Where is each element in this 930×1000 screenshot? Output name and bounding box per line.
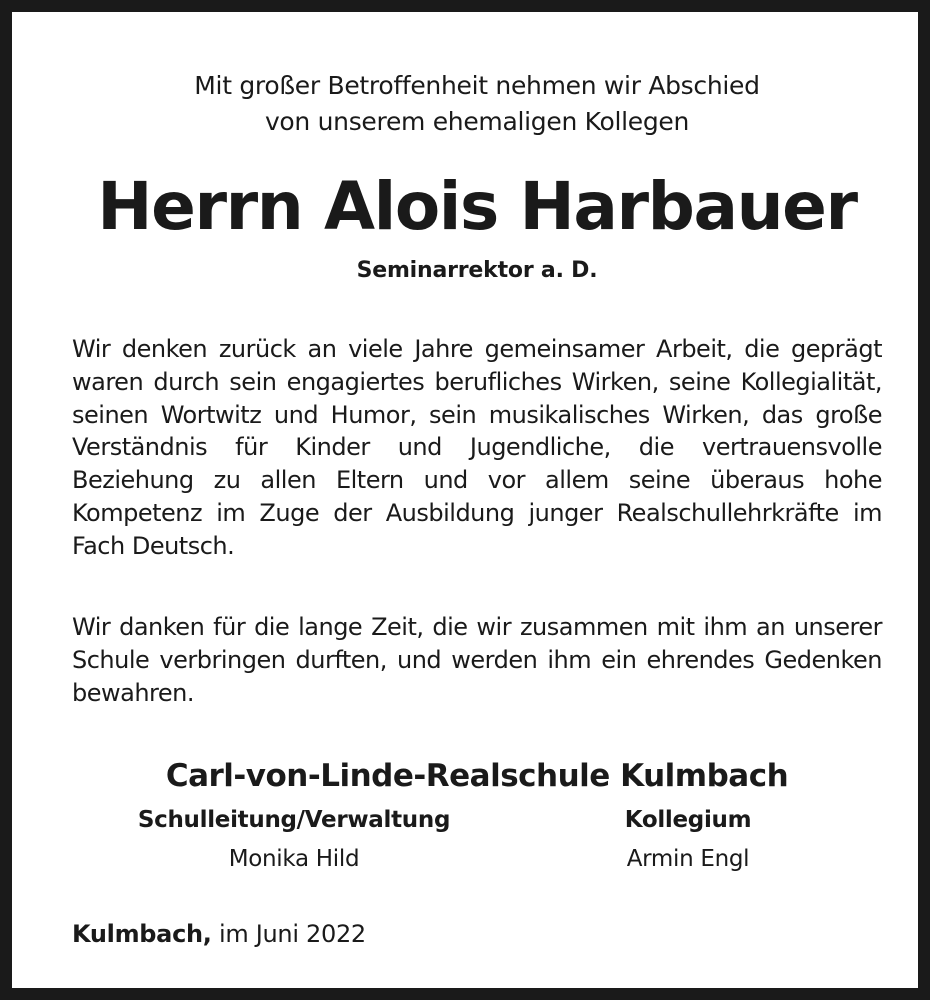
signature-block-administration — [104, 803, 484, 876]
signature-heading-administration: Schulleitung/Verwaltung — [137, 807, 451, 833]
school-name: Carl-von-Linde-Realschule Kulmbach — [165, 758, 789, 794]
closing-line — [72, 916, 366, 952]
memorial-paragraph-2: Wir danken für die lange Zeit, die wir zusammen mit ihm an unserer Schule verbringen durften, und werden ihm ein ehrendes Gedenken bewahren. — [72, 613, 882, 707]
deceased-name: Herrn Alois Harbauer — [97, 168, 857, 245]
closing-date: im Juni 2022 — [218, 920, 366, 948]
deceased-title: Seminarrektor a. D. — [356, 258, 598, 283]
signature-person-staff: Armin Engl — [626, 846, 750, 872]
intro-line-2: von unserem ehemaligen Kollegen — [264, 107, 690, 136]
memorial-paragraph-1: Wir denken zurück an viele Jahre gemeinsamer Arbeit, die geprägt waren durch sein engagiertes berufliches Wirken, seine Kollegialität, seinen Wortwitz und Humor, sein musikalisches Wirken, das große Verständnis für Kinder und Jugendliche, die vertrauensvolle Beziehung zu allen Eltern und vor allem seine überaus hohe Kompetenz im Zuge der Ausbildung junger Realschullehrkräfte im Fach Deutsch. — [72, 335, 882, 560]
signature-heading-staff: Kollegium — [624, 807, 752, 833]
intro-line-1: Mit großer Betroffenheit nehmen wir Abschied — [194, 71, 760, 100]
signature-person-administration: Monika Hild — [228, 846, 360, 872]
signature-block-staff — [568, 803, 808, 876]
closing-place: Kulmbach, — [72, 920, 212, 948]
